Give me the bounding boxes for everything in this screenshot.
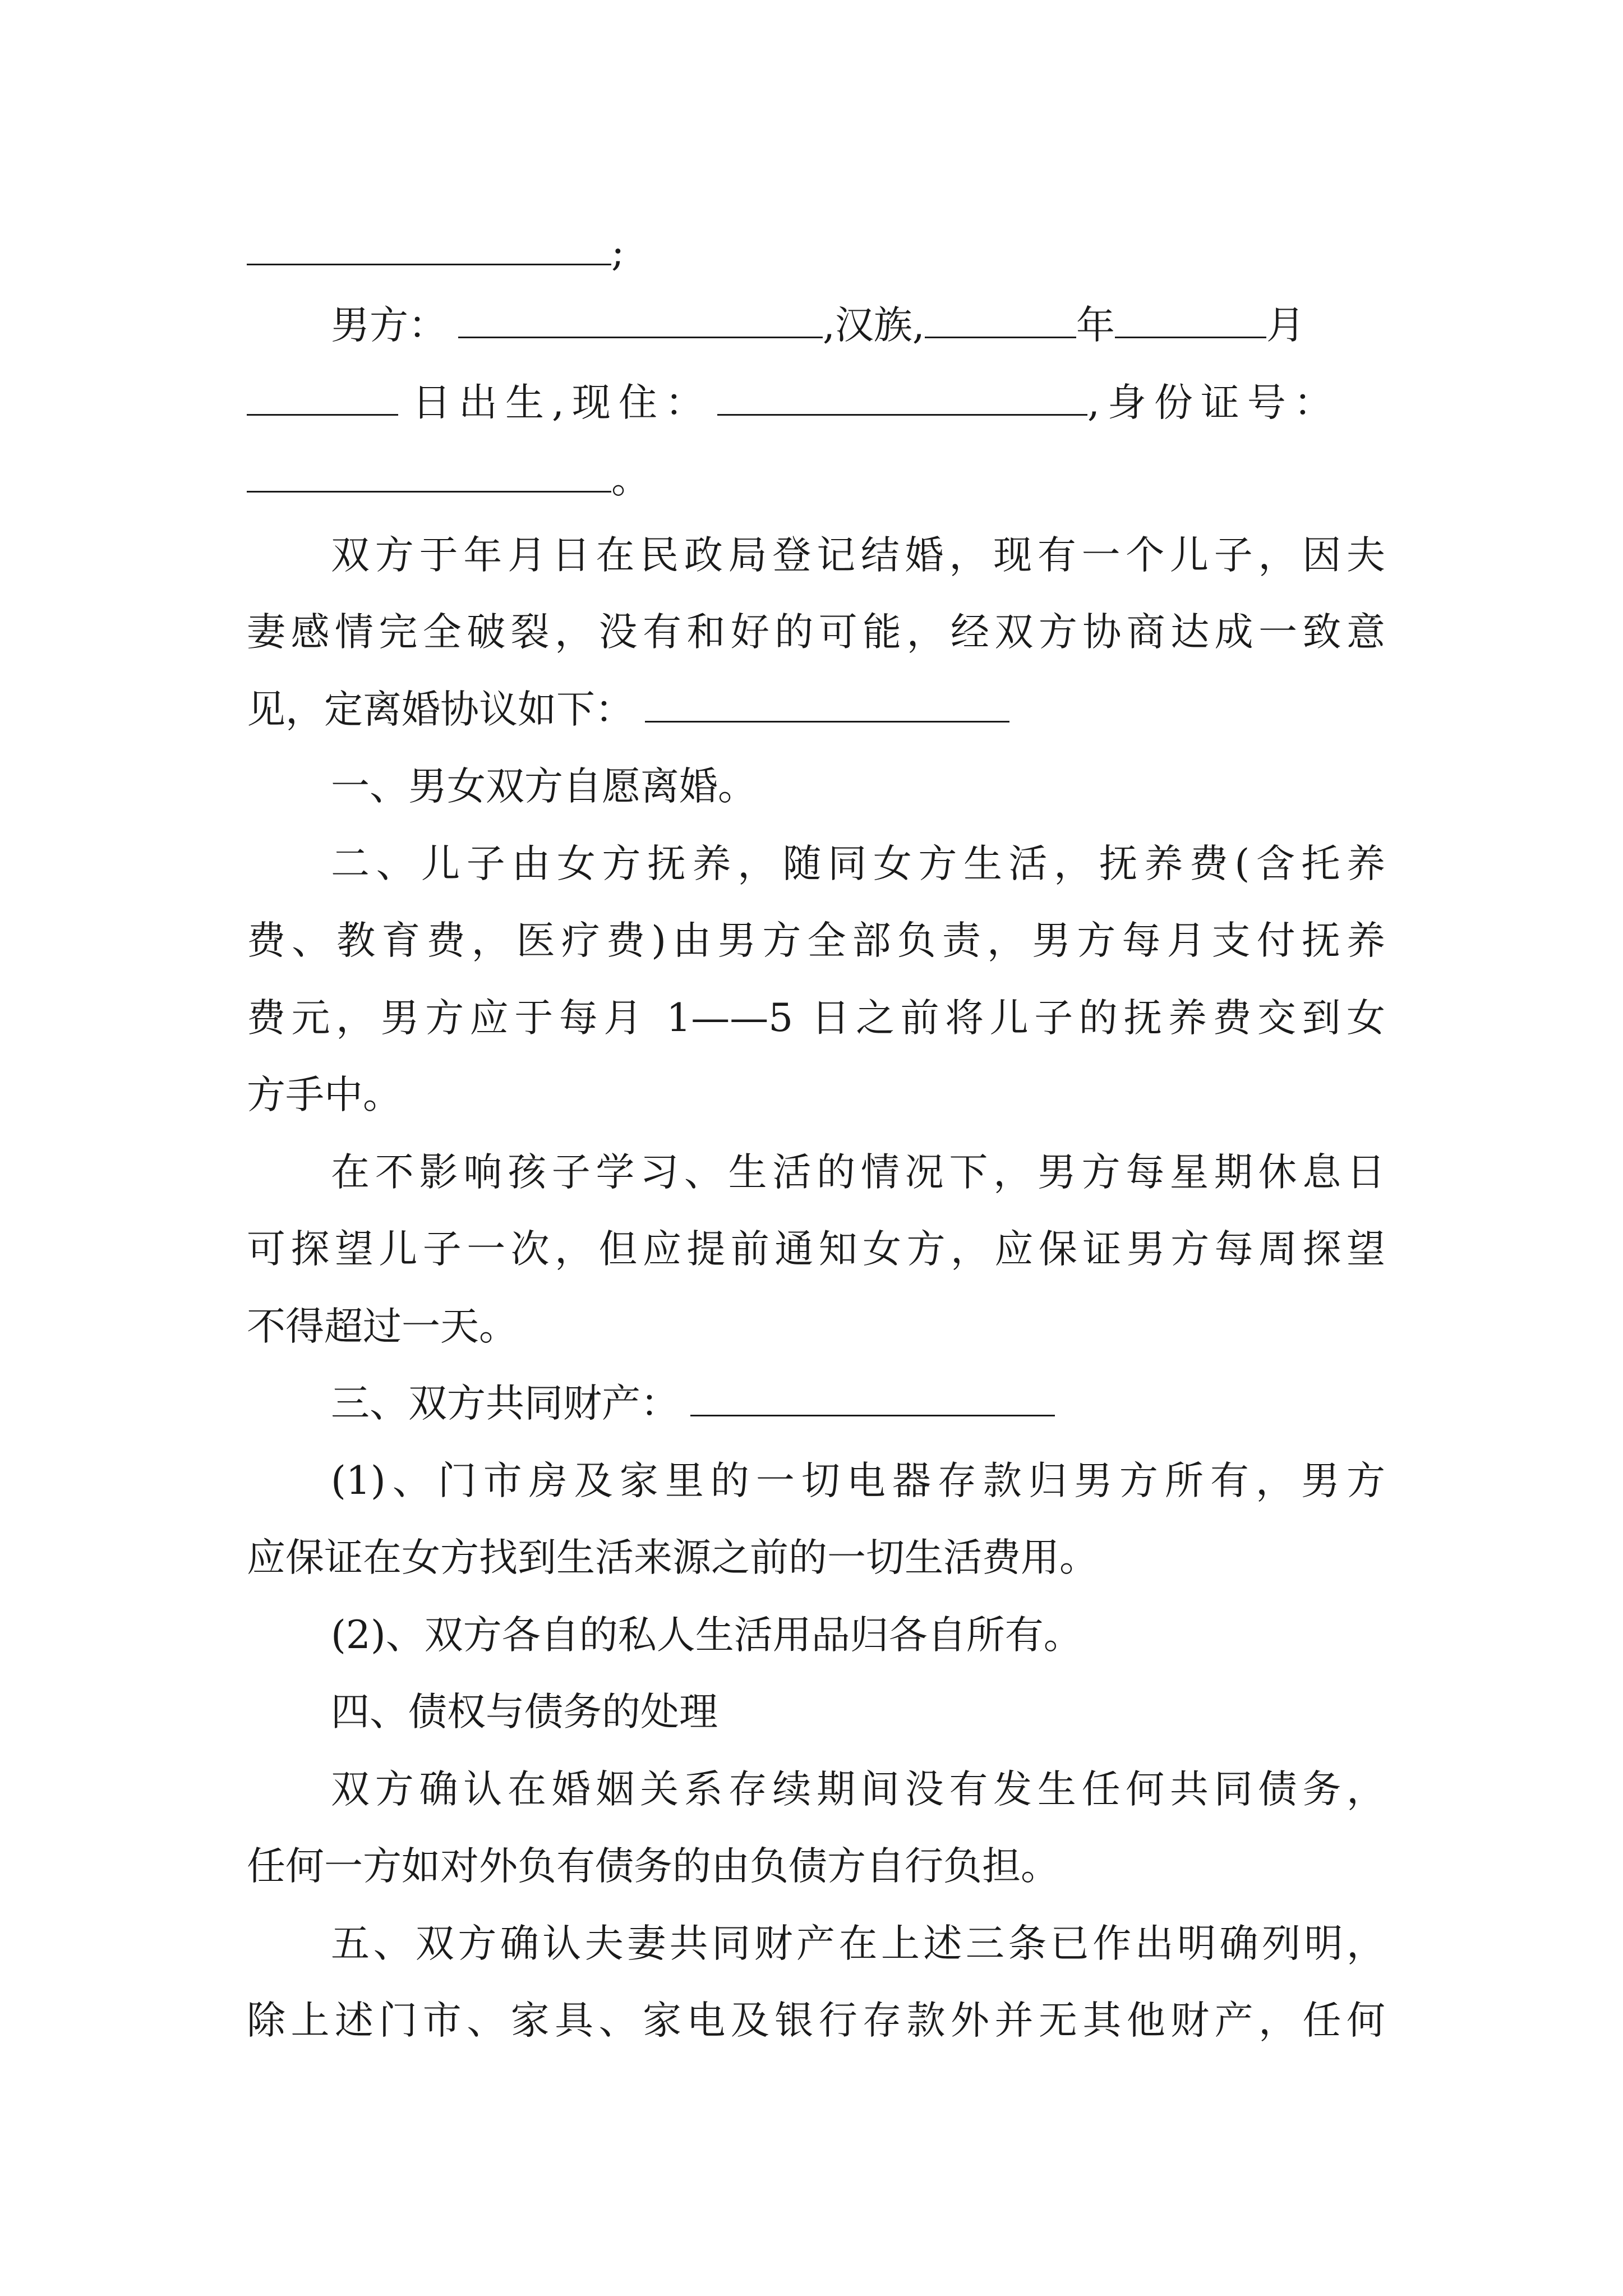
- address-blank: [717, 379, 1087, 416]
- text-line: 不得超过一天。: [247, 1304, 518, 1349]
- fill-in-blank: [247, 229, 611, 265]
- birth-month-blank: [1115, 302, 1266, 338]
- id-number-blank: [247, 456, 611, 493]
- document-page: [247, 0, 1385, 2296]
- text-line: [247, 1375, 1385, 1432]
- year-label: 年: [1076, 303, 1115, 348]
- text-line: (1)、门市房及家里的一切电器存款归男方所有，男方: [331, 1458, 1385, 1503]
- text-line: 双方于年月日在民政局登记结婚，现有一个儿子，因夫: [331, 533, 1385, 578]
- text-line: 一、男女双方自愿离婚。: [331, 764, 757, 809]
- text-line: 妻感情完全破裂，没有和好的可能，经双方协商达成一致意: [247, 610, 1385, 655]
- text-line: (2)、双方各自的私人生活用品归各自所有。: [331, 1613, 1082, 1658]
- fill-in-blank: [645, 686, 1009, 723]
- line-blank-1: [247, 224, 1385, 280]
- text-line: 任何一方如对外负有债务的由负债方自行负担。: [247, 1844, 1059, 1889]
- text-segment: 三、双方共同财产：: [331, 1381, 679, 1426]
- text-line: 方手中。: [247, 1073, 402, 1117]
- month-label: 月: [1266, 303, 1305, 348]
- male-address-line: [247, 375, 1385, 431]
- text-line: 费元，男方应于每月 1——5 日之前将儿子的抚养费交到女: [247, 996, 1385, 1041]
- birth-year-blank: [925, 302, 1076, 338]
- line-punct: ;: [611, 230, 625, 275]
- text-line: 四、债权与债务的处理: [331, 1690, 718, 1734]
- id-number-line: [247, 452, 1385, 508]
- text-line: 五、双方确认夫妻共同财产在上述三条已作出明确列明，: [331, 1921, 1385, 1966]
- male-label: 男方：: [331, 303, 447, 348]
- text-line: 双方确认在婚姻关系存续期间没有发生任何共同债务，: [331, 1767, 1385, 1812]
- male-info-line: [247, 297, 1385, 353]
- text-line: [247, 682, 1385, 738]
- birth-address-label: 日出生,现住：: [412, 380, 712, 425]
- birth-day-blank: [247, 379, 398, 416]
- text-segment: 见，定离婚协议如下：: [247, 687, 634, 732]
- text-line: 除上述门市、家具、家电及银行存款外并无其他财产，任何: [247, 1998, 1385, 2043]
- text-line: 二、儿子由女方抚养，随同女方生活，抚养费(含托养: [331, 841, 1385, 886]
- line-end-punct: 。: [611, 457, 650, 502]
- text-line: 可探望儿子一次，但应提前通知女方，应保证男方每周探望: [247, 1227, 1385, 1272]
- male-name-blank: [458, 302, 823, 338]
- id-label: ,身份证号：: [1087, 380, 1340, 425]
- text-line: 应保证在女方找到生活来源之前的一切生活费用。: [247, 1535, 1098, 1580]
- male-ethnicity: ,汉族,: [823, 303, 925, 348]
- fill-in-blank: [690, 1380, 1055, 1416]
- text-line: 费、教育费，医疗费)由男方全部负责，男方每月支付抚养: [247, 918, 1385, 963]
- text-line: 在不影响孩子学习、生活的情况下，男方每星期休息日: [331, 1150, 1385, 1195]
